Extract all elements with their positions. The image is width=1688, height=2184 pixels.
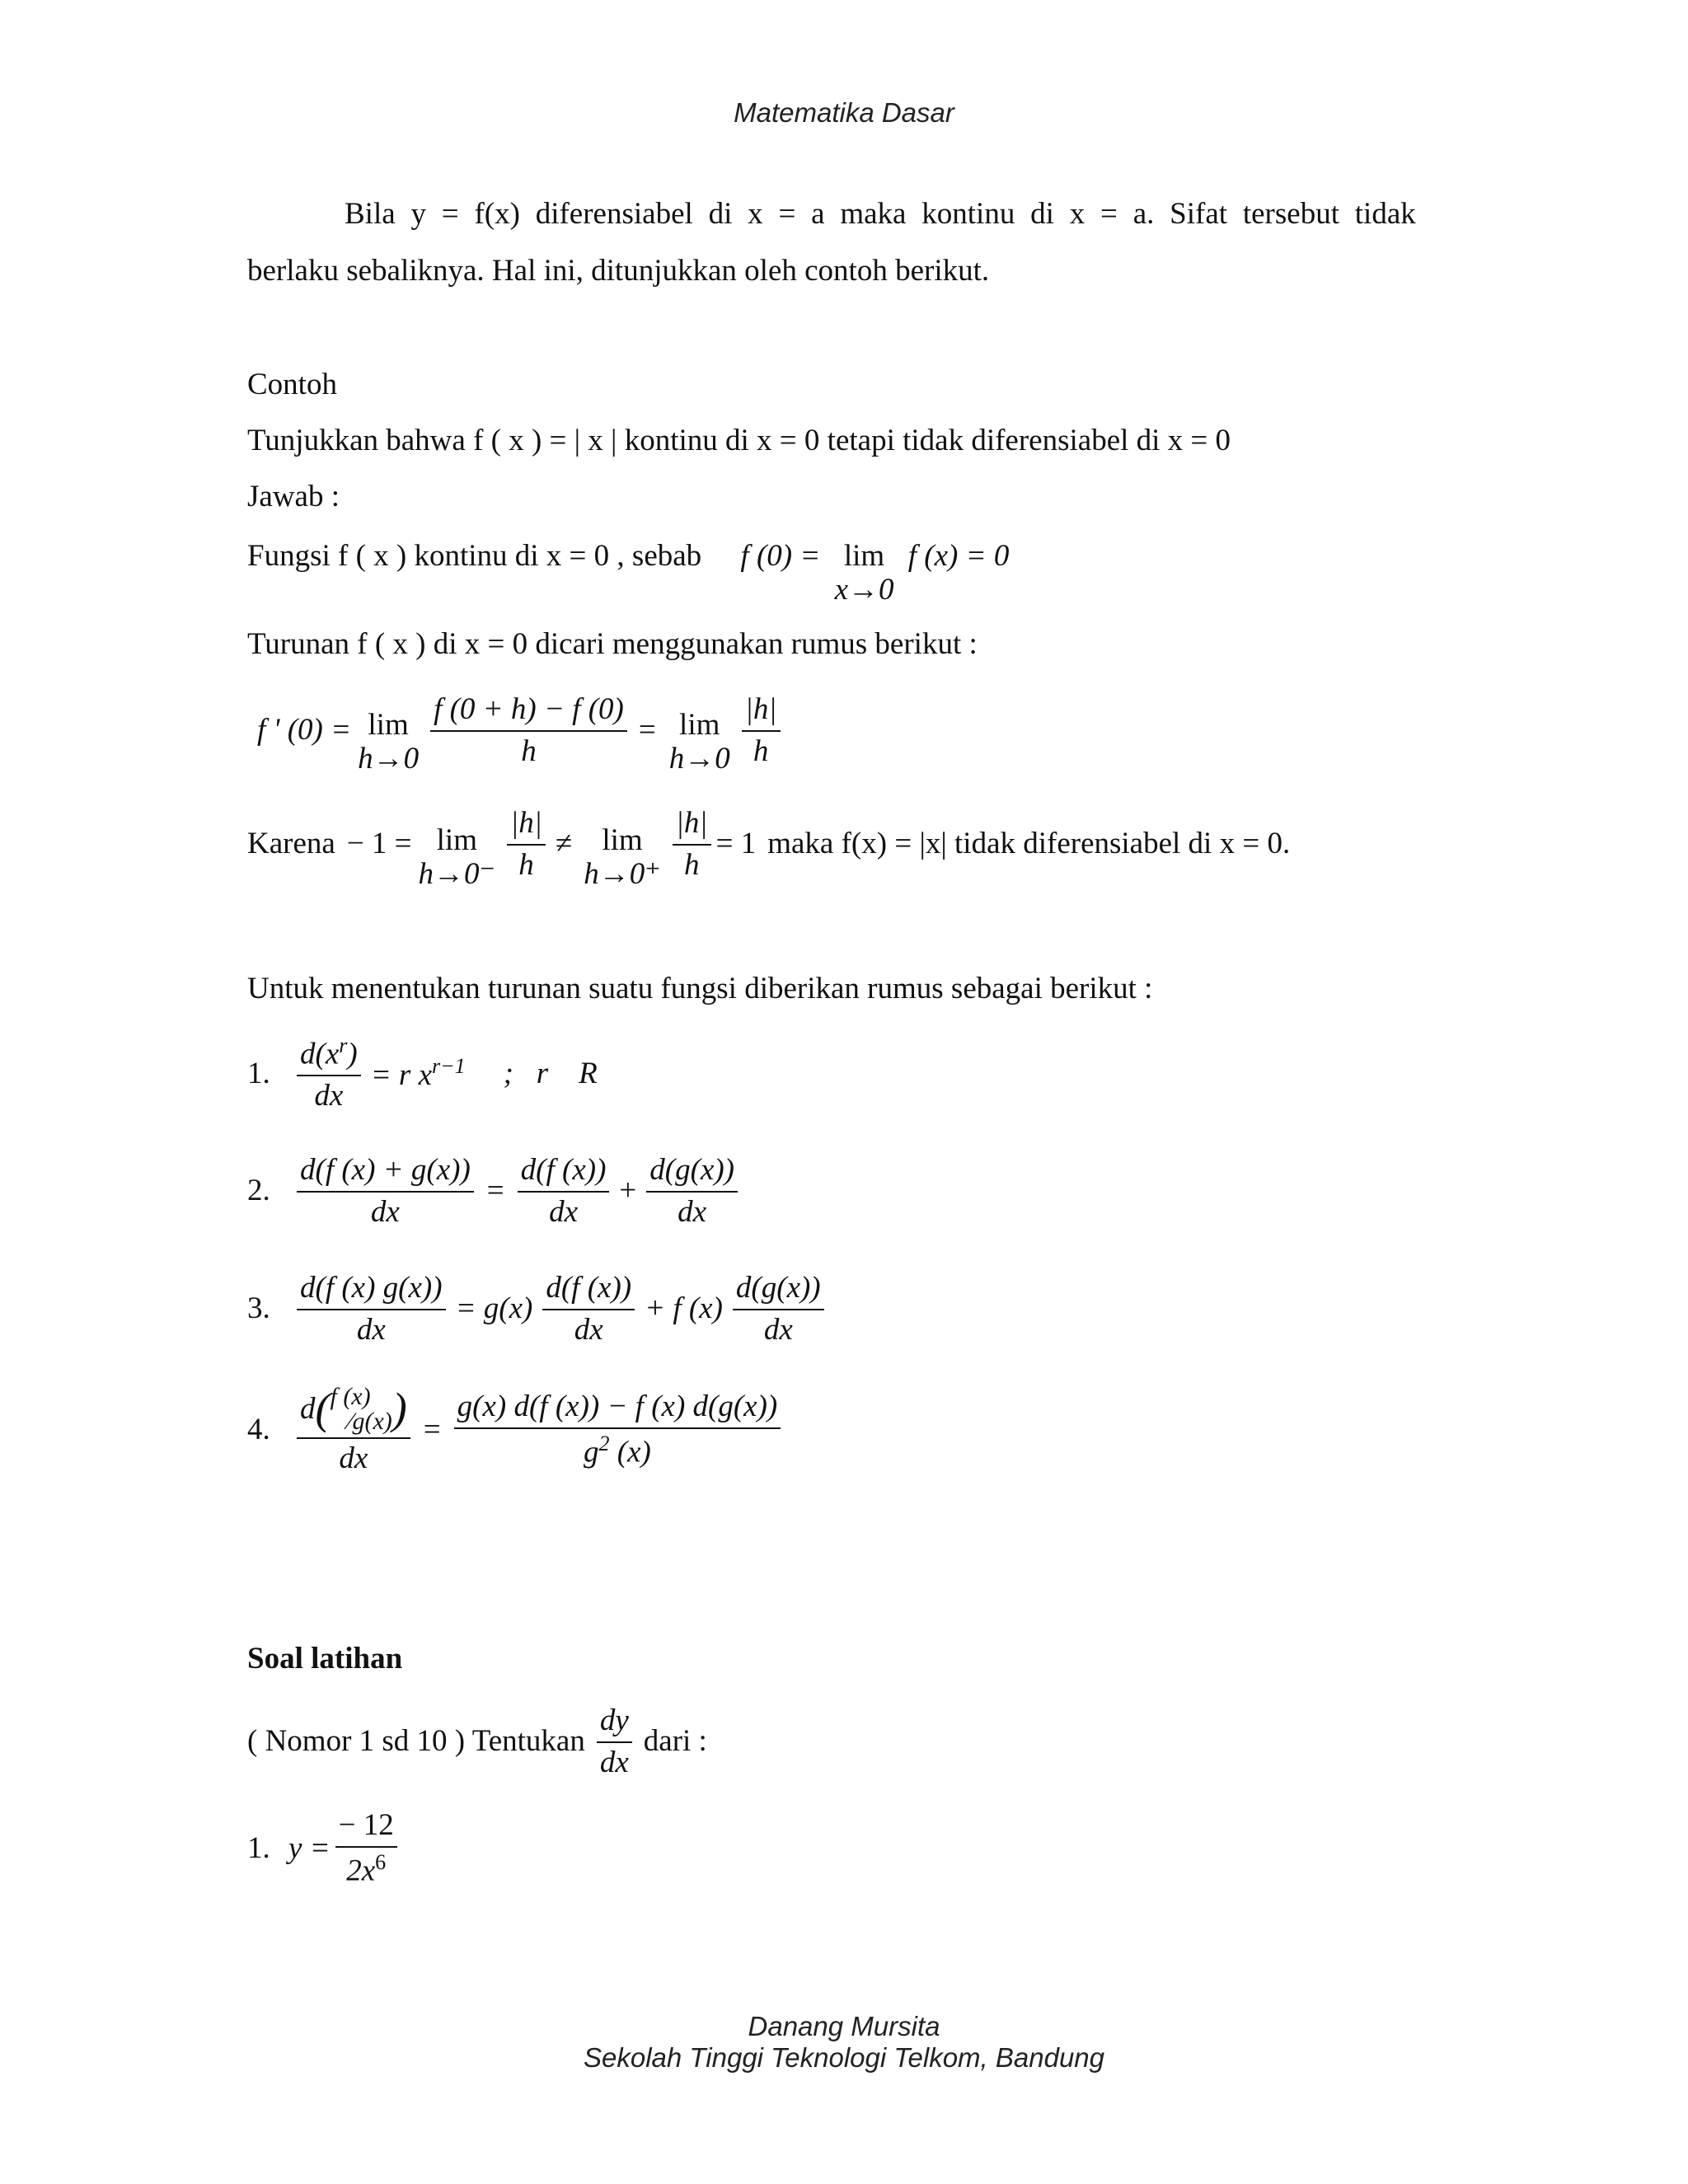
fraction-numerator: |h| bbox=[742, 693, 781, 732]
inner-numerator: f (x) bbox=[330, 1383, 371, 1410]
exercise-lhs: y = bbox=[288, 1830, 331, 1865]
intro-line-2: berlaku sebaliknya. Hal ini, ditunjukkan oleh contoh berikut. bbox=[247, 254, 990, 288]
footer-institution: Sekolah Tinggi Teknologi Telkom, Bandung bbox=[583, 2042, 1105, 2073]
intro-indent-word: Bila bbox=[345, 197, 396, 231]
exercise-instruction bbox=[247, 1704, 707, 1779]
fraction-numerator bbox=[297, 1385, 410, 1439]
intro-word: x bbox=[1069, 197, 1085, 231]
fraction-denominator: h bbox=[753, 733, 769, 768]
lim-subscript: x→0 bbox=[834, 572, 894, 607]
fraction-numerator: d(f (x) g(x)) bbox=[297, 1272, 446, 1310]
inner-denominator-row bbox=[348, 1409, 392, 1434]
instruction-post: dari : bbox=[643, 1724, 707, 1759]
rule-3-lhs-fraction bbox=[297, 1272, 446, 1347]
footer-author: Danang Mursita bbox=[748, 2011, 940, 2041]
equals-sign: = bbox=[638, 713, 656, 748]
derivative-limit-1 bbox=[358, 709, 419, 776]
instruction-pre: ( Nomor 1 sd 10 ) Tentukan bbox=[247, 1724, 585, 1759]
fraction-denominator: h bbox=[683, 847, 700, 882]
fraction-denominator: h bbox=[518, 847, 534, 882]
fraction-denominator: dx bbox=[599, 1745, 629, 1779]
numerator-text: d(x bbox=[300, 1037, 340, 1071]
exercise-fraction bbox=[335, 1809, 397, 1888]
intro-word: y bbox=[410, 197, 426, 231]
karena-rhs: = 1 bbox=[715, 827, 757, 861]
karena-line bbox=[247, 798, 1290, 891]
close-paren: ) bbox=[392, 1384, 407, 1434]
intro-word: = bbox=[778, 197, 796, 231]
equals-sign: = bbox=[486, 1174, 504, 1208]
lim-subscript: h→0⁻ bbox=[418, 856, 496, 891]
answer-label: Jawab : bbox=[247, 480, 340, 513]
intro-word: tidak bbox=[1354, 197, 1416, 231]
lim-word: lim bbox=[602, 823, 643, 857]
fraction-numerator: |h| bbox=[507, 807, 546, 846]
karena-lhs: − 1 = bbox=[346, 827, 412, 861]
rule-number: 1. bbox=[247, 1056, 270, 1090]
equals-sign: = bbox=[423, 1413, 441, 1446]
left-limit bbox=[419, 824, 496, 891]
not-equal-sign: ≠ bbox=[555, 827, 573, 861]
denominator-tail: (x) bbox=[609, 1435, 651, 1469]
intro-word: kontinu bbox=[921, 197, 1015, 231]
fraction-denominator bbox=[580, 1429, 654, 1469]
intro-word: diferensiabel bbox=[535, 197, 693, 231]
karena-tail: maka f(x) = |x| tidak diferensiabel di x = 0. bbox=[767, 827, 1291, 861]
lim-subscript: h→0 bbox=[668, 741, 730, 776]
rule-number: 4. bbox=[247, 1413, 270, 1446]
rule-4-lhs-fraction bbox=[297, 1385, 410, 1476]
rule-2-term-2 bbox=[646, 1154, 738, 1229]
intro-word: f(x) bbox=[474, 197, 520, 231]
derivative-lhs: f ' (0) = bbox=[257, 713, 352, 748]
denominator-base: g bbox=[584, 1435, 599, 1469]
example-heading: Contoh bbox=[247, 368, 337, 401]
difference-quotient bbox=[430, 693, 627, 768]
exercise-heading: Soal latihan bbox=[247, 1642, 403, 1675]
derivative-text: Turunan f ( x ) di x = 0 dicari menggunakan rumus berikut : bbox=[247, 627, 978, 661]
intro-word: = bbox=[1100, 197, 1118, 231]
fraction-numerator: d(g(x)) bbox=[733, 1272, 824, 1310]
lim-word: lim bbox=[368, 708, 409, 742]
rule-3-eq: = g(x) bbox=[455, 1291, 533, 1326]
rule-2-term-1 bbox=[518, 1154, 610, 1229]
rules-intro: Untuk menentukan turunan suatu fungsi diberikan rumus sebagai berikut : bbox=[247, 972, 1153, 1005]
rule-number: 2. bbox=[247, 1174, 270, 1208]
fraction-numerator: d(f (x)) bbox=[542, 1272, 635, 1310]
rule-2-lhs-fraction bbox=[297, 1154, 474, 1229]
fraction-numerator: |h| bbox=[673, 807, 711, 846]
fraction-denominator: dx bbox=[339, 1441, 368, 1475]
rule-1-lhs-fraction bbox=[297, 1034, 361, 1113]
fraction-denominator: dx bbox=[356, 1312, 386, 1347]
exponent: r−1 bbox=[432, 1054, 466, 1078]
continuity-rhs: f (x) = 0 bbox=[907, 539, 1010, 573]
lim-word: lim bbox=[843, 539, 885, 573]
fraction-numerator: f (0 + h) − f (0) bbox=[430, 693, 627, 732]
intro-word: di bbox=[1030, 197, 1054, 231]
rule-number: 3. bbox=[247, 1291, 270, 1326]
exercise-item-1 bbox=[247, 1809, 402, 1888]
fraction-denominator bbox=[343, 1848, 389, 1888]
example-problem: Tunjukkan bahwa f ( x ) = | x | kontinu di x = 0 tetapi tidak diferensiabel di x = 0 bbox=[247, 424, 1231, 457]
rule-1-rhs bbox=[371, 1055, 466, 1093]
intro-line-1 bbox=[247, 198, 1416, 232]
slash-glyph: ⁄ bbox=[348, 1408, 353, 1435]
intro-word: a. bbox=[1132, 197, 1155, 231]
intro-word: di bbox=[708, 197, 733, 231]
slash-fraction bbox=[330, 1385, 392, 1434]
fraction-denominator: dx bbox=[574, 1312, 603, 1347]
intro-word: a bbox=[811, 197, 825, 231]
fraction-denominator: dx bbox=[763, 1312, 793, 1347]
fraction-numerator: − 12 bbox=[335, 1809, 397, 1848]
rule-2 bbox=[247, 1154, 743, 1229]
denominator-base: 2x bbox=[346, 1854, 376, 1888]
intro-word: tersebut bbox=[1242, 197, 1339, 231]
derivative-limit-2 bbox=[669, 709, 730, 776]
exponent: 2 bbox=[598, 1432, 610, 1456]
differential-d: d bbox=[300, 1391, 316, 1426]
close-paren: ) bbox=[347, 1037, 358, 1071]
rule-1 bbox=[247, 1034, 598, 1113]
rule-3-plus: + f (x) bbox=[645, 1291, 723, 1326]
continuity-lhs: f (0) = bbox=[740, 539, 821, 573]
exercise-number: 1. bbox=[247, 1830, 270, 1865]
exponent: 6 bbox=[375, 1849, 387, 1874]
rule-4-rhs-fraction bbox=[454, 1390, 781, 1469]
right-quotient bbox=[673, 807, 711, 882]
intro-word: = bbox=[441, 197, 459, 231]
fraction-numerator: d(f (x)) bbox=[518, 1154, 610, 1193]
lim-word: lim bbox=[436, 823, 477, 857]
intro-word: x bbox=[748, 197, 763, 231]
left-quotient bbox=[507, 807, 546, 882]
abs-quotient bbox=[742, 693, 781, 768]
fraction-denominator: h bbox=[521, 733, 537, 768]
inner-denominator: g(x) bbox=[352, 1408, 392, 1435]
rule-3 bbox=[247, 1272, 829, 1347]
continuity-limit bbox=[835, 540, 894, 607]
rule-4 bbox=[247, 1385, 785, 1476]
karena-label: Karena bbox=[247, 827, 335, 861]
lim-subscript: h→0⁺ bbox=[584, 856, 661, 891]
fraction-denominator: dx bbox=[370, 1194, 400, 1229]
open-paren: ( bbox=[315, 1384, 331, 1434]
continuity-text: Fungsi f ( x ) kontinu di x = 0 , sebab bbox=[247, 539, 702, 573]
rule-3-term-2 bbox=[733, 1272, 824, 1347]
fraction-numerator bbox=[297, 1034, 361, 1076]
intro-word: maka bbox=[840, 197, 907, 231]
rule-1-condition: ; r R bbox=[503, 1056, 598, 1090]
fraction-denominator: dx bbox=[678, 1194, 707, 1229]
derivative-formula bbox=[257, 686, 785, 776]
fraction-numerator: dy bbox=[597, 1704, 632, 1743]
fraction-denominator: dx bbox=[549, 1194, 578, 1229]
fraction-numerator: d(f (x) + g(x)) bbox=[297, 1154, 474, 1193]
dy-dx-fraction bbox=[597, 1704, 632, 1779]
right-limit bbox=[584, 824, 661, 891]
rule-3-term-1 bbox=[542, 1272, 635, 1347]
lim-subscript: h→0 bbox=[358, 741, 420, 776]
continuity-line bbox=[247, 540, 1009, 607]
lim-word: lim bbox=[679, 708, 720, 742]
page-header: Matematika Dasar bbox=[734, 97, 954, 128]
fraction-numerator: g(x) d(f (x)) − f (x) d(g(x)) bbox=[454, 1390, 781, 1429]
exponent: r bbox=[339, 1033, 348, 1057]
fraction-numerator: d(g(x)) bbox=[646, 1154, 738, 1193]
plus-sign: + bbox=[619, 1174, 637, 1208]
rhs-text: = r x bbox=[370, 1058, 432, 1092]
intro-word: Sifat bbox=[1170, 197, 1228, 231]
fraction-denominator: dx bbox=[314, 1079, 344, 1113]
